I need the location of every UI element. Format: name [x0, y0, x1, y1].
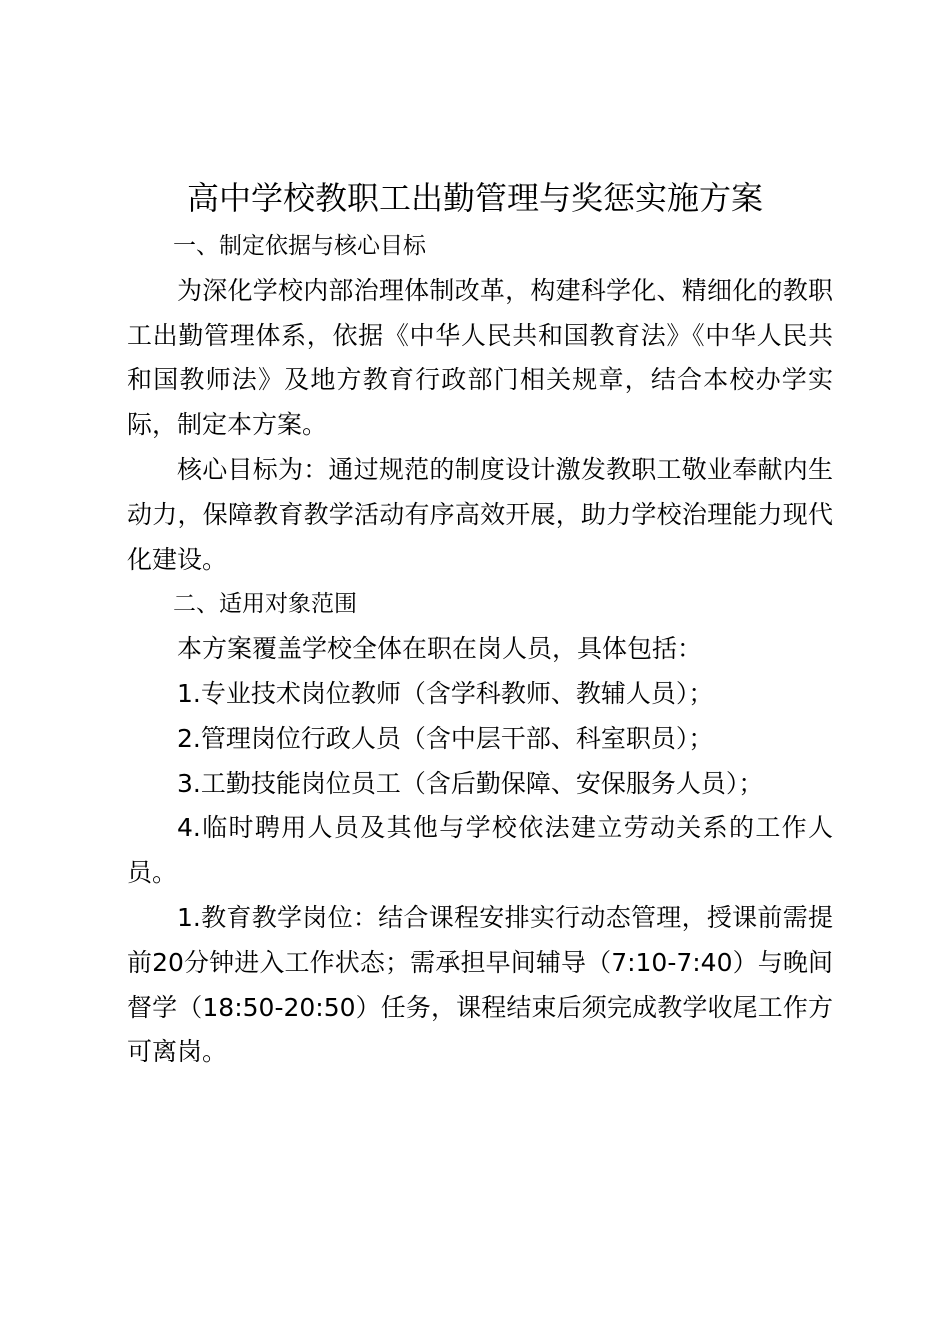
section-heading: 二、适用对象范围 — [173, 591, 357, 618]
list-item: 4.临时聘用人员及其他与学校依法建立劳动关系的工作人员。 — [127, 813, 833, 888]
list-item: 1.专业技术岗位教师（含学科教师、教辅人员）； — [177, 678, 714, 708]
document-title: 高中学校教职工出勤管理与奖惩实施方案 — [186, 179, 763, 217]
paragraph: 本方案覆盖学校全体在职在岗人员，具体包括： — [177, 634, 703, 664]
paragraph: 为深化学校内部治理体制改革，构建科学化、精细化的教职工出勤管理体系，依据《中华人民共和国教育法》《中华人民共和国教师法》及地方教育行政部门相关规章，结合本校办学实际，制定本方案。 — [127, 275, 833, 440]
list-item: 1.教育教学岗位：结合课程安排实行动态管理，授课前需提前20分钟进入工作状态；需承担早间辅导（7:10-7:40）与晚间督学（18:50-20:50）任务，课程结束后须完成教学收尾工作方可离岗。 — [127, 902, 833, 1067]
list-item: 2.管理岗位行政人员（含中层干部、科室职员）； — [177, 723, 714, 753]
document-body — [127, 224, 833, 1075]
paragraph: 核心目标为：通过规范的制度设计激发教职工敬业奉献内生动力，保障教育教学活动有序高效开展，助力学校治理能力现代化建设。 — [127, 454, 833, 574]
list-item: 3.工勤技能岗位员工（含后勤保障、安保服务人员）； — [177, 768, 764, 798]
section-heading: 一、制定依据与核心目标 — [173, 233, 426, 259]
